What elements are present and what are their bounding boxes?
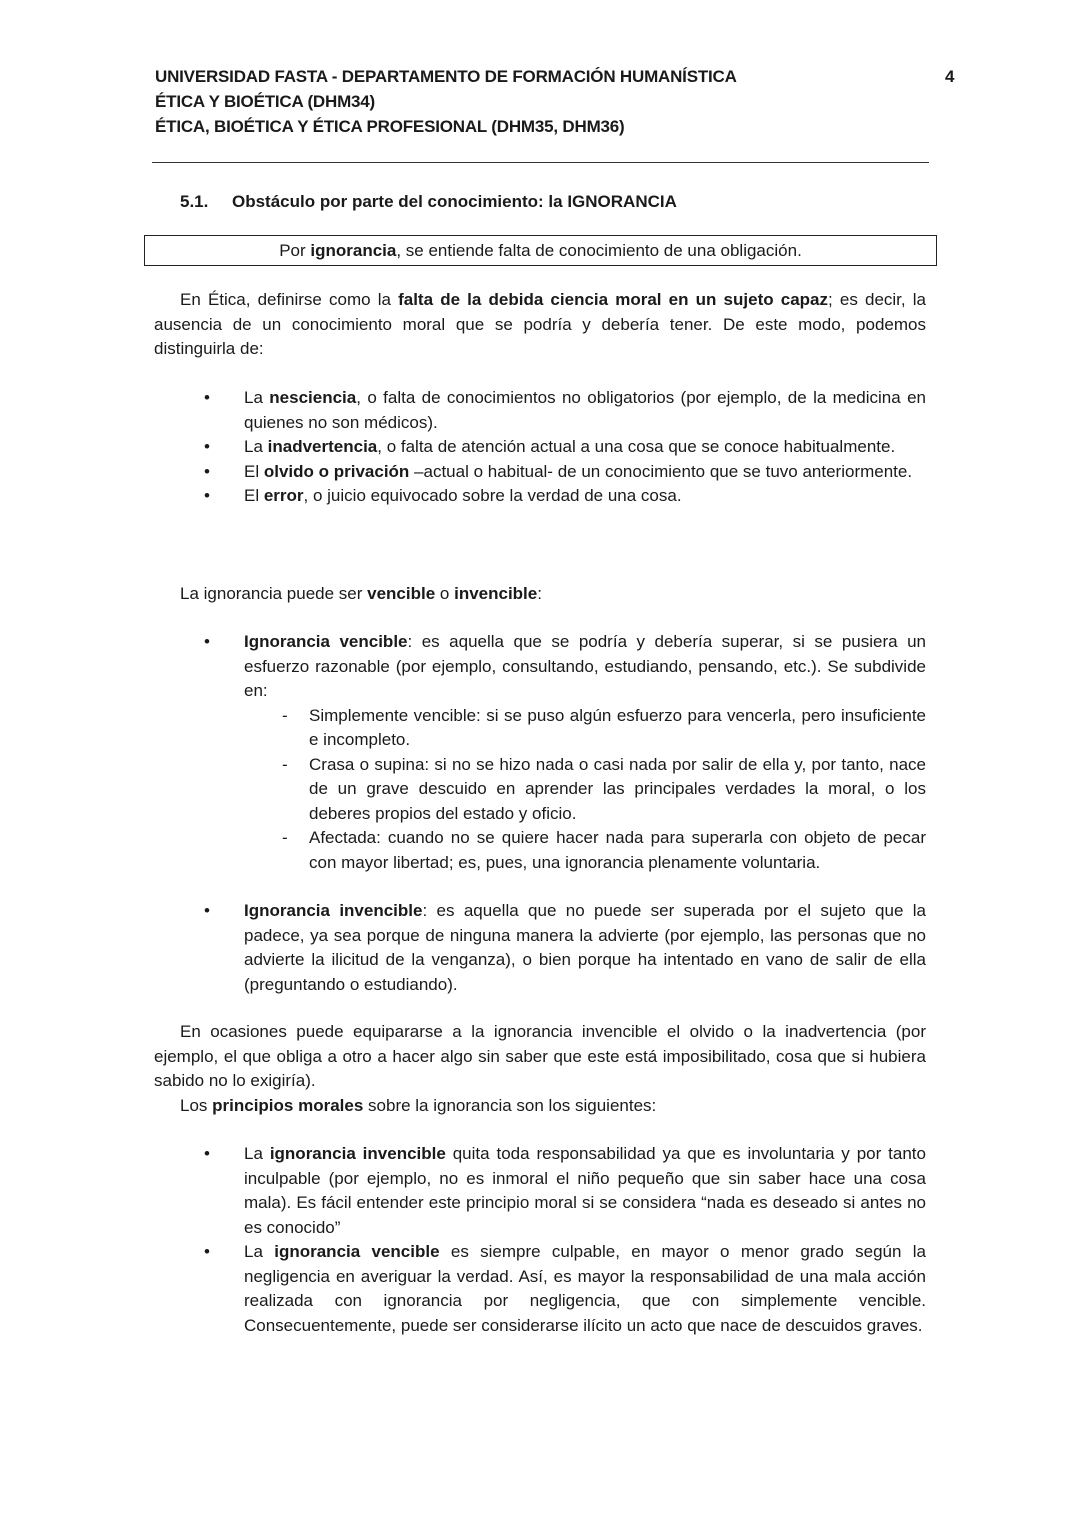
intro-text: ; es decir, la ausencia de un conocimiento moral que se podría y debería tener. De este modo, podemos distinguirla de: bbox=[154, 290, 926, 358]
sub-list-item: - Afectada: cuando no se quiere hacer nada para superarla con objeto de pecar con mayor libertad; es, pues, una ignorancia plenamente voluntaria. bbox=[244, 826, 926, 875]
definition-text: Por bbox=[279, 241, 311, 260]
list-item: • Ignorancia vencible: es aquella que se podría y debería superar, si se pusiera un esfuerzo razonable (por ejemplo, consultando, estudiando, pensando, etc.). Se subdivide en: - Simplemente vencible: si se puso algún esfuerzo para vencerla, pero insuficiente e incompleto. - Crasa o supina: si no se hizo nada o casi nada por salir de ella y, por tanto, nace de un grave descuido en aprender las principales verdades la moral, o los deberes propios del estado y oficio. - Afectada: cuando no se quiere hacer nada para superarla con objeto de pecar con mayor libertad; es, pues, una ignorancia plenamente voluntaria. bbox=[154, 630, 926, 875]
principles-list bbox=[154, 1142, 926, 1338]
page-header bbox=[155, 64, 955, 139]
intro-paragraph bbox=[154, 288, 926, 362]
list-item: • Ignorancia invencible: es aquella que no puede ser superada por el sujeto que la padece, ya sea porque de ninguna manera la advierte (por ejemplo, las personas que no advierte la ilicitud de la venganza), o bien porque ha intentado en vano de salir de ella (preguntando o estudiando). bbox=[154, 899, 926, 997]
header-course-2: ÉTICA, BIOÉTICA Y ÉTICA PROFESIONAL (DHM35, DHM36) bbox=[155, 117, 625, 136]
occasions-text: En ocasiones puede equipararse a la ignorancia invencible el olvido o la inadvertencia (por ejemplo, el que obliga a otro a hacer algo sin saber que este está imposibilitado, cosa que si hubiera sabido no lo exigiría). bbox=[154, 1022, 926, 1090]
definition-term: ignorancia bbox=[310, 241, 397, 260]
list-item: • El error, o juicio equivocado sobre la verdad de una cosa. bbox=[154, 484, 926, 509]
section-heading bbox=[180, 189, 677, 214]
list-item: • La nesciencia, o falta de conocimientos no obligatorios (por ejemplo, de la medicina en quienes no son médicos). bbox=[154, 386, 926, 435]
subtypes-list bbox=[244, 704, 926, 876]
header-divider bbox=[152, 162, 929, 163]
types-intro: La ignorancia puede ser vencible o invencible: bbox=[180, 584, 542, 603]
definition-text: , se entiende falta de conocimiento de una obligación. bbox=[396, 241, 802, 260]
section-number: 5.1. bbox=[180, 192, 209, 211]
intro-bold: falta de la debida ciencia moral en un sujeto capaz bbox=[398, 290, 829, 309]
list-item: • La ignorancia vencible es siempre culpable, en mayor o menor grado según la negligencia en averiguar la verdad. Así, es mayor la responsabilidad de una mala acción realizada con ignorancia por negligencia, que con simplemente vencible. Consecuentemente, puede ser considerarse ilícito un acto que nace de descuidos graves. bbox=[154, 1240, 926, 1338]
principles-intro: Los principios morales sobre la ignorancia son los siguientes: bbox=[180, 1095, 657, 1115]
list-item: • La ignorancia invencible quita toda responsabilidad ya que es involuntaria y por tanto inculpable (por ejemplo, no es inmoral el niño pequeño que sin saber hace una cosa mala). Es fácil entender este principio moral si se considera “nada es deseado si antes no es conocido” bbox=[154, 1142, 926, 1240]
sub-list-item: - Crasa o supina: si no se hizo nada o casi nada por salir de ella y, por tanto, nace de un grave descuido en aprender las principales verdades la moral, o los deberes propios del estado y oficio. bbox=[244, 753, 926, 827]
sub-list-item: - Simplemente vencible: si se puso algún esfuerzo para vencerla, pero insuficiente e incompleto. bbox=[244, 704, 926, 753]
invencible-section bbox=[154, 899, 926, 997]
header-university: UNIVERSIDAD FASTA - DEPARTAMENTO DE FORMACIÓN HUMANÍSTICA bbox=[155, 67, 737, 86]
definition-box bbox=[144, 235, 937, 266]
vencible-section bbox=[154, 630, 926, 875]
list-item: • El olvido o privación –actual o habitual- de un conocimiento que se tuvo anteriormente. bbox=[154, 460, 926, 485]
occasions-paragraph bbox=[154, 1020, 926, 1118]
distinctions-list bbox=[154, 386, 926, 509]
intro-text: En Ética, definirse como la bbox=[180, 290, 399, 309]
header-course-1: ÉTICA Y BIOÉTICA (DHM34) bbox=[155, 92, 376, 111]
section-title: Obstáculo por parte del conocimiento: la IGNORANCIA bbox=[232, 192, 677, 211]
page-number: 4 bbox=[945, 67, 955, 86]
list-item: • La inadvertencia, o falta de atención actual a una cosa que se conoce habitualmente. bbox=[154, 435, 926, 460]
